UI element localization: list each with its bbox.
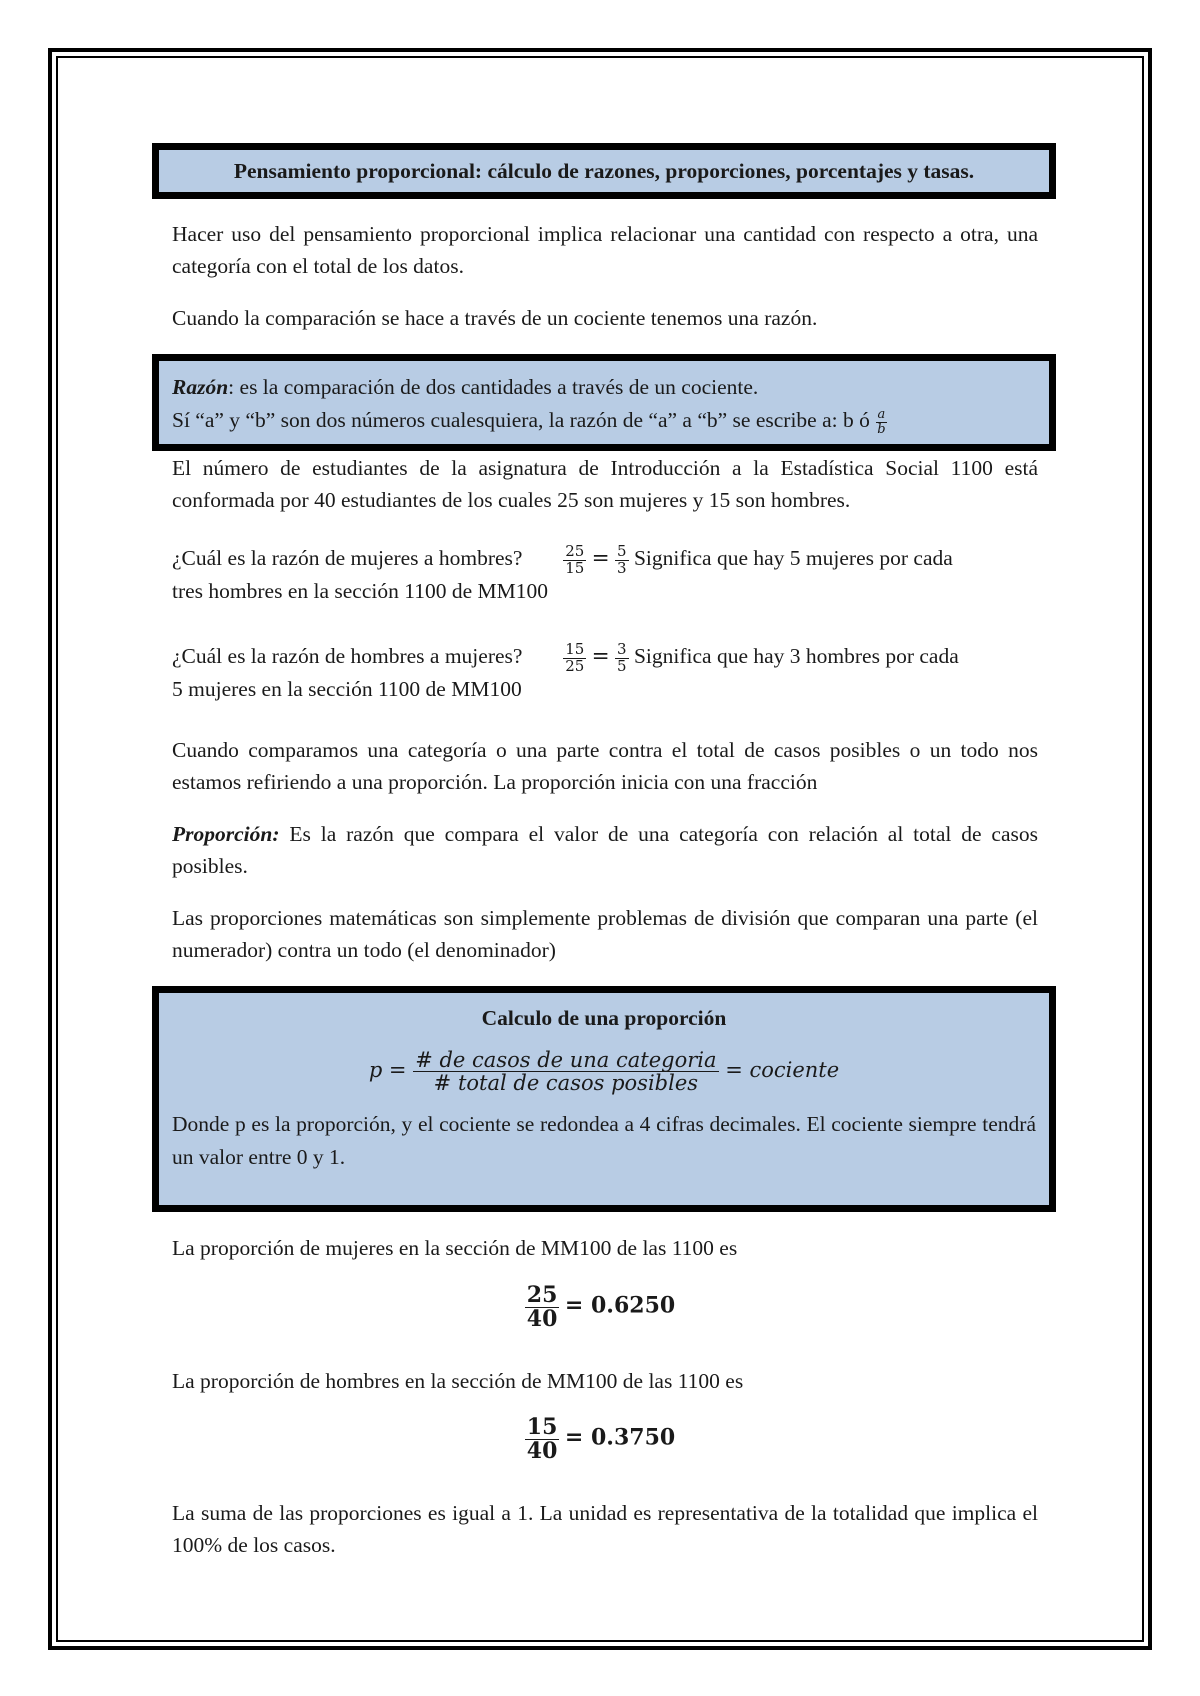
formula-denominator: # total de casos posibles	[433, 1071, 699, 1096]
razon-term: Razón	[172, 375, 229, 399]
intro-paragraph-2: Cuando la comparación se hace a través de un cociente tenemos una razón.	[172, 306, 818, 330]
razon-notation	[172, 404, 1036, 437]
razon-fraction-den: b	[877, 421, 886, 437]
question-1	[172, 536, 1038, 607]
men-fraction-den: 40	[526, 1438, 558, 1465]
men-fraction-num: 15	[526, 1414, 558, 1440]
proportion-definition	[172, 818, 1038, 882]
proportion-definition-text: Es la razón que compara el valor de una categoría con relación al total de casos posibles.	[172, 822, 1038, 878]
women-fraction-num: 25	[526, 1282, 558, 1308]
women-result: = 0.6250	[564, 1292, 676, 1319]
question-2	[172, 634, 1038, 705]
proportion-formula-box	[152, 986, 1056, 1212]
q2-equals: =	[591, 644, 610, 669]
men-fraction	[525, 1416, 560, 1463]
proportion-intro: Cuando comparamos una categoría o una parte contra el total de casos posibles o un todo nos estamos refiriendo a una proporción. La proporción inicia con una fracción	[172, 738, 1038, 794]
q1-fraction-b-den: 3	[617, 558, 627, 577]
razon-fraction	[875, 408, 887, 436]
proportion-term: Proporción:	[172, 822, 280, 846]
formula-box-title: Calculo de una proporción	[481, 1006, 727, 1030]
men-proportion-text: La proporción de hombres en la sección de MM100 de las 1100 es	[172, 1369, 744, 1393]
proportion-explanation: Las proporciones matemáticas son simplemente problemas de división que comparan una parte (el numerador) contra un todo (el denominador)	[172, 906, 1038, 962]
example-intro: El número de estudiantes de la asignatura de Introducción a la Estadística Social 1100 está conformada por 40 estudiantes de los cuales 25 son mujeres y 15 son hombres.	[172, 456, 1038, 512]
women-proportion-text: La proporción de mujeres en la sección de MM100 de las 1100 es	[172, 1236, 738, 1260]
question-2-text: ¿Cuál es la razón de hombres a mujeres?	[172, 644, 523, 668]
q2-fraction-a-num: 15	[565, 639, 585, 658]
formula-note: Donde p es la proporción, y el cociente se redondea a 4 cifras decimales. El cociente siempre tendrá un valor entre 0 y 1.	[172, 1112, 1036, 1170]
formula-numerator: # de casos de una categoria	[415, 1048, 717, 1072]
q1-fraction-a-num: 25	[565, 541, 585, 560]
intro-paragraph-1: Hacer uso del pensamiento proporcional implica relacionar una cantidad con respecto a otra, una categoría con el total de los datos.	[172, 222, 1038, 278]
q2-fraction-a	[563, 639, 586, 675]
q1-fraction-b	[615, 541, 629, 577]
razon-definition-box	[152, 354, 1056, 451]
q2-fraction-a-den: 25	[565, 656, 585, 675]
question-2-answer-cont: 5 mujeres en la sección 1100 de MM100	[172, 677, 522, 701]
title-box	[152, 143, 1056, 199]
razon-fraction-num: a	[877, 406, 886, 422]
formula-rhs: = cociente	[725, 1058, 840, 1083]
women-proportion-equation	[0, 1284, 1200, 1331]
question-1-answer: Significa que hay 5 mujeres por cada	[633, 546, 953, 570]
razon-notation-text: Sí “a” y “b” son dos números cualesquiera, la razón de “a” a “b” se escribe a: b ó	[172, 408, 870, 432]
q1-equals: =	[591, 546, 610, 571]
question-1-text: ¿Cuál es la razón de mujeres a hombres?	[172, 546, 523, 570]
conclusion: La suma de las proporciones es igual a 1. La unidad es representativa de la totalidad que implica el 100% de los casos.	[172, 1501, 1038, 1557]
q1-fraction-a-den: 15	[565, 558, 585, 577]
women-fraction-den: 40	[526, 1306, 558, 1333]
q2-fraction-b	[615, 639, 629, 675]
razon-definition-text: : es la comparación de dos cantidades a través de un cociente.	[228, 375, 759, 399]
women-fraction	[525, 1284, 560, 1331]
page-title: Pensamiento proporcional: cálculo de razones, proporciones, porcentajes y tasas.	[233, 159, 975, 183]
question-2-answer: Significa que hay 3 hombres por cada	[633, 644, 959, 668]
formula-fraction	[413, 1049, 718, 1094]
q2-fraction-b-den: 5	[617, 656, 627, 675]
formula-lhs: p =	[368, 1058, 407, 1083]
razon-definition	[172, 371, 1036, 404]
q2-fraction-b-num: 3	[617, 639, 627, 658]
proportion-formula	[172, 1049, 1036, 1094]
men-result: = 0.3750	[564, 1424, 676, 1451]
q1-fraction-b-num: 5	[617, 541, 627, 560]
question-1-answer-cont: tres hombres en la sección 1100 de MM100	[172, 579, 548, 603]
men-proportion-equation	[0, 1416, 1200, 1463]
q1-fraction-a	[563, 541, 586, 577]
